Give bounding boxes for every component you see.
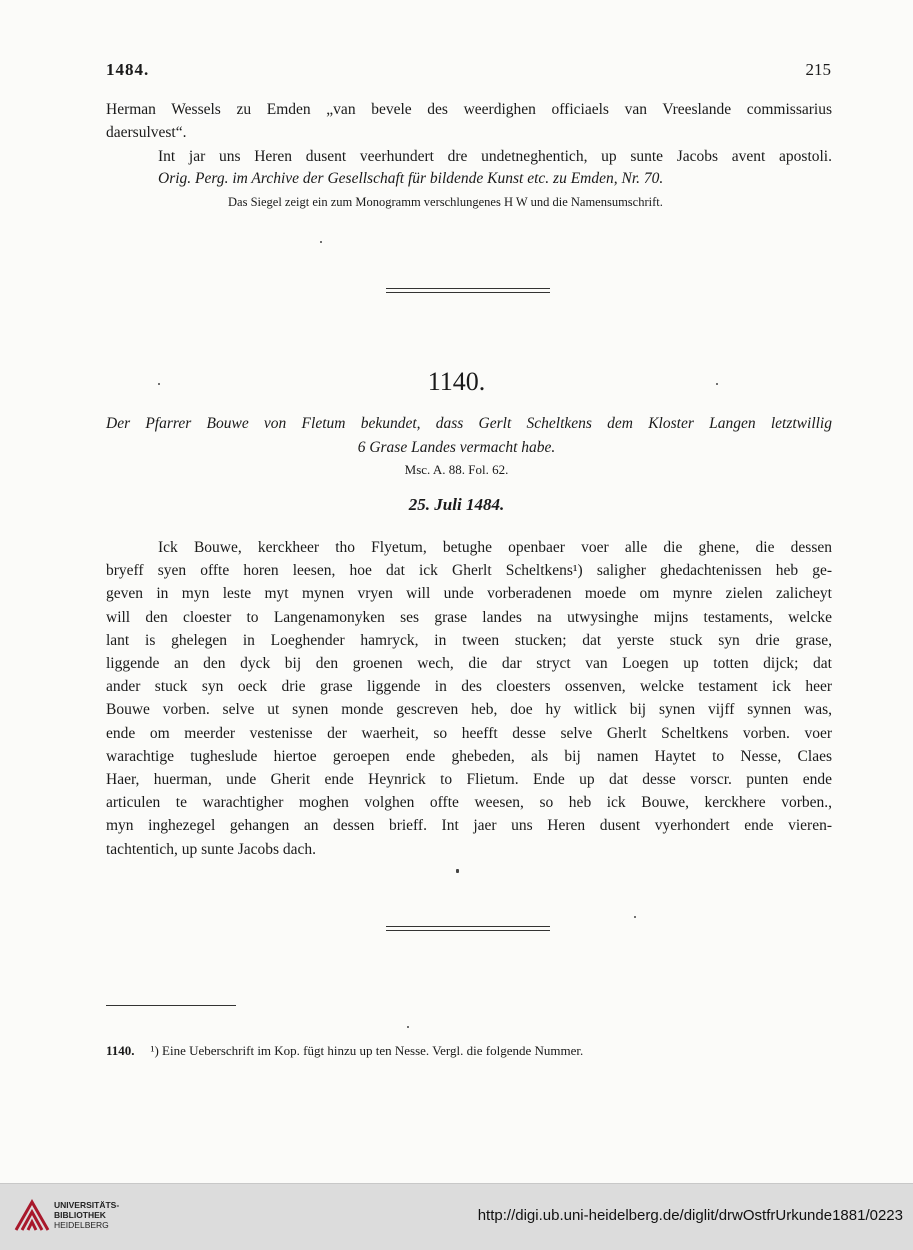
body-line: myn inghezegel gehangen an dessen brieff. Int jaer uns Heren dusent vyerhondert ende vieren- xyxy=(106,817,832,835)
scan-speck xyxy=(716,383,718,385)
scan-speck xyxy=(456,869,459,873)
body-line: Ick Bouwe, kerckheer tho Flyetum, betughe openbaer voer alle die ghene, die dessen xyxy=(158,539,832,556)
permalink-url[interactable]: http://digi.ub.uni-heidelberg.de/diglit/drwOstfrUrkunde1881/0223 xyxy=(477,1207,903,1224)
prev-doc-line-2: daersulvest“. xyxy=(106,124,187,141)
document-summary-line-1: Der Pfarrer Bouwe von Fletum bekundet, dass Gerlt Scheltkens dem Kloster Langen letztwillig xyxy=(106,415,832,432)
body-line: tachtentich, up sunte Jacobs dach. xyxy=(106,840,317,858)
library-name-line-2: BIBLIOTHEK xyxy=(54,1210,106,1220)
body-line: bryeff syen offte horen leesen, hoe dat ick Gherlt Scheltkens¹) saligher ghedachtenissen heb ge- xyxy=(106,562,832,580)
body-line: lant is ghelegen in Loeghender hamryck, in tween stucken; dat yerste stuck syn drie grase, xyxy=(106,631,832,649)
university-library-logo-icon xyxy=(12,1196,52,1236)
body-line: Bouwe vorben. selve ut synen monde gescreven heb, doe hy witlick bij synen vijff synnen was, xyxy=(106,701,832,719)
prev-doc-dating-line: Int jar uns Heren dusent veerhundert dre undetneghentich, up sunte Jacobs avent apostoli. xyxy=(158,148,832,165)
document-number: 1140. xyxy=(427,367,486,396)
body-line: warachtige tugheslude hiertoe geroepen ende ghebeden, als bij namen Haytet to Nesse, Claes xyxy=(106,747,832,765)
body-line: Haer, huerman, unde Gherit ende Heynrick to Flietum. Ende up dat desse vorscr. punten ende xyxy=(106,771,832,788)
document-summary-line-2: 6 Grase Landes vermacht habe. xyxy=(357,439,556,456)
document-date: 25. Juli 1484. xyxy=(408,495,505,514)
library-name-line-1: UNIVERSITÄTS- xyxy=(54,1200,120,1210)
library-name-line-3: HEIDELBERG xyxy=(54,1220,109,1230)
footnote-reference: 1140. xyxy=(106,1043,135,1058)
running-header-year: 1484. xyxy=(106,60,150,79)
body-line: articulen te warachtigher moghen volghen offte weesen, so heb ick Bouwe, kerckhere vorben., xyxy=(106,794,832,812)
page-number: 215 xyxy=(805,60,831,79)
scan-speck xyxy=(634,916,636,918)
library-name xyxy=(54,1200,119,1230)
manuscript-reference: Msc. A. 88. Fol. 62. xyxy=(404,462,509,477)
footnote xyxy=(106,1043,583,1059)
prev-doc-line-1: Herman Wessels zu Emden „van bevele des weerdighen officiaels van Vreeslande commissarius xyxy=(106,101,832,118)
body-line: ende om meerder vestenisse der waerheit, so heefft desse selve Gherlt Scheltkens vorben. voer xyxy=(106,724,832,742)
scan-speck xyxy=(407,1026,409,1028)
prev-doc-seal-note: Das Siegel zeigt ein zum Monogramm verschlungenes H W und die Namensumschrift. xyxy=(228,195,663,209)
viewer-footer-bar xyxy=(0,1183,913,1250)
prev-doc-source: Orig. Perg. im Archive der Gesellschaft für bildende Kunst etc. zu Emden, Nr. 70. xyxy=(158,170,664,187)
scan-speck xyxy=(320,241,322,243)
body-line: ander stuck syn oeck drie grase liggende in des cloesters ossenven, welcke testament ick heer xyxy=(106,678,832,696)
scan-speck xyxy=(158,383,160,385)
body-line: will den cloester to Langenamonyken ses grase landes na utwysinghe mijns testaments, welcke xyxy=(106,608,832,626)
section-divider-end xyxy=(386,926,550,931)
section-divider xyxy=(386,288,550,293)
body-line: liggende an den dyck bij den groenen wech, die dar stryct van Loegen up totten dijck; dat xyxy=(106,655,832,672)
footnote-rule xyxy=(106,1005,236,1006)
footnote-text: ¹) Eine Ueberschrift im Kop. fügt hinzu up ten Nesse. Vergl. die folgende Nummer. xyxy=(150,1043,584,1058)
body-line: geven in myn leste myt mynen vryen will unde vorberadenen moede om mynre zielen zalicheyt xyxy=(106,585,832,603)
